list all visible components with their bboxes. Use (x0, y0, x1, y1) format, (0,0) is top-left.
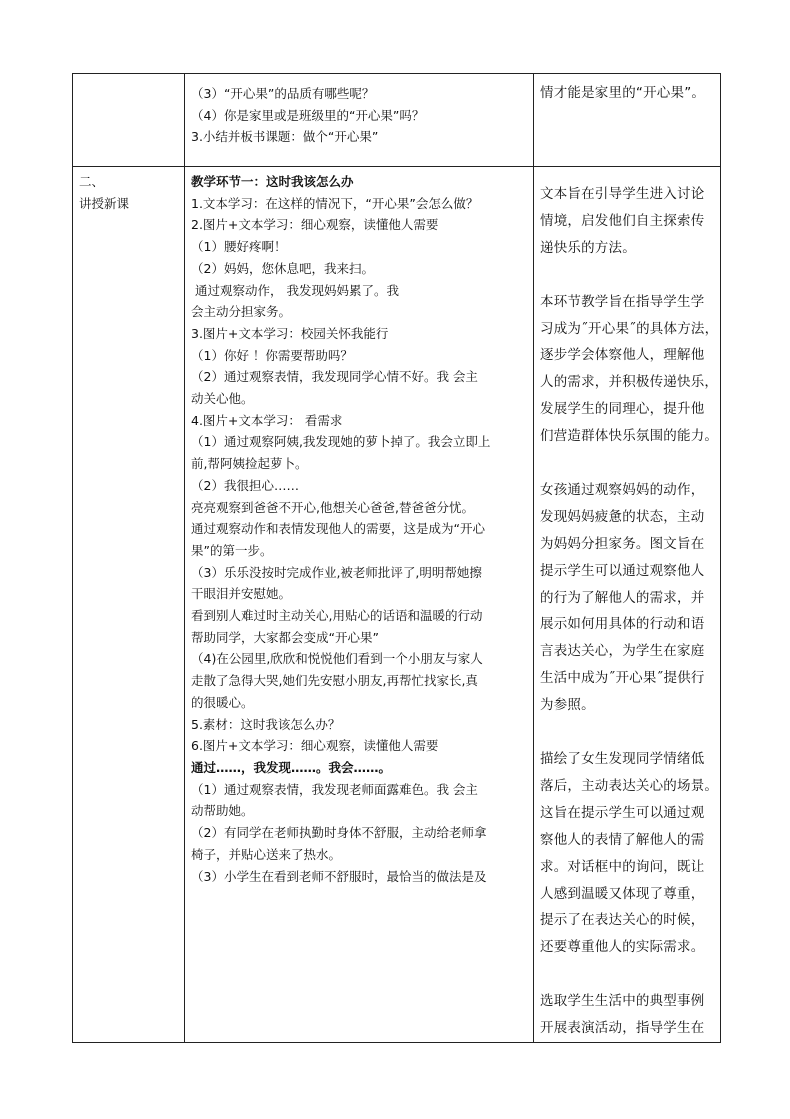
section-heading: 教学环节一：这时我该怎么办 (191, 174, 354, 189)
content-line: （1）腰好疼啊！ (191, 239, 287, 255)
intent-line: 递快乐的方法。 (540, 239, 636, 256)
intent-line: 们营造群体快乐氛围的能力。 (540, 428, 719, 445)
intent-line: 发现妈妈疲惫的状态，主动 (540, 508, 705, 525)
intent-spacer (534, 961, 720, 988)
content-line: 4.图片+文本学习： 看需求 (191, 412, 343, 428)
content-line: 看到别人难过时主动关心,用贴心的话语和温暖的行动 (191, 608, 483, 624)
intent-spacer (534, 450, 720, 477)
content-line: 6.图片+文本学习：细心观察，读懂他人需要 (191, 738, 439, 754)
content-line: 亮亮观察到爸爸不开心,他想关心爸爸,替爸爸分忧。 (191, 499, 474, 515)
content-line: 会主动分担家务。 (191, 304, 292, 320)
table-row (73, 74, 721, 167)
content-line: 干眼泪并安慰她。 (191, 586, 292, 602)
intent-line: 人感到温暖又体现了尊重， (540, 885, 705, 902)
content-line: 果”的第一步。 (191, 542, 273, 558)
intent-line: 习成为˝开心果˝的具体方法， (540, 320, 719, 337)
content-line: （3）“开心果”的品质有哪些呢？ (191, 86, 375, 101)
stage-number: 二、 (79, 174, 105, 189)
intent-line: 描绘了女生发现同学情绪低 (540, 750, 705, 767)
intent-line: 这旨在提示学生可以通过观 (540, 804, 705, 821)
content-line: 3.小结并板书课题：做个“开心果” (191, 129, 379, 145)
intent-line: 情境，启发他们自主探索传 (540, 212, 705, 229)
table-row (73, 167, 721, 1043)
intent-line: 逐步学会体察他人，理解他 (540, 347, 705, 364)
content-line: 椅子，并贴心送来了热水。 (191, 846, 342, 862)
intent-line: 情才能是家里的“开心果”。 (540, 85, 706, 101)
stage-title: 讲授新课 (79, 195, 130, 211)
intent-line: 还要尊重他人的实际需求。 (540, 939, 705, 956)
content-line: 帮助同学，大家都会变成“开心果” (191, 629, 379, 645)
intent-line: 发展学生的同理心，提升他 (540, 401, 705, 418)
content-line: 3.图片+文本学习：校园关怀我能行 (191, 325, 389, 341)
intent-line: 为妈妈分担家务。图文旨在 (540, 535, 705, 552)
intent-line: 落后，主动表达关心的场景。 (540, 777, 719, 794)
lesson-plan-table (72, 73, 721, 1043)
content-line: 的很暖心。 (191, 694, 254, 710)
content-line: 通过观察动作， 我发现妈妈累了。我 (195, 282, 399, 298)
content-line: （4)在公园里,欣欣和悦悦他们看到一个小朋友与家人 (191, 651, 483, 667)
content-line: （2）通过观察表情，我发现同学心情不好。我 会主 (191, 369, 478, 385)
intent-line: 的行为了解他人的需求，并 (540, 589, 705, 606)
content-line: 5.素材：这时我该怎么办？ (191, 716, 341, 732)
content-line: （2）有同学在老师执勤时身体不舒服，主动给老师拿 (191, 825, 487, 841)
content-line: （3）小学生在看到老师不舒服时，最恰当的做法是及 (191, 868, 487, 884)
content-line: （1）通过观察表情，我发现老师面露难色。我 会主 (191, 781, 478, 797)
content-line: 动帮助她。 (191, 803, 254, 819)
intent-cell (534, 74, 721, 167)
content-line: 2.图片+文本学习：细心观察，读懂他人需要 (191, 217, 439, 233)
stage-cell (73, 74, 185, 167)
content-line: （2）妈妈，您休息吧，我来扫。 (191, 260, 374, 276)
intent-spacer (534, 719, 720, 746)
content-cell (185, 74, 534, 167)
content-line: 走散了急得大哭,她们先安慰小朋友,再帮忙找家长,真 (191, 673, 478, 689)
intent-line: 展示如何用具体的行动和语 (540, 616, 705, 633)
content-line: （2）我很担心…… (191, 477, 299, 493)
intent-line: 人的需求，并积极传递快乐， (540, 374, 719, 391)
intent-cell (534, 167, 721, 1043)
intent-line: 文本旨在引导学生进入讨论 (540, 186, 705, 202)
content-line: 前,帮阿姨捡起萝卜。 (191, 456, 308, 472)
intent-line: 女孩通过观察妈妈的动作， (540, 481, 705, 498)
intent-line: 选取学生生活中的典型事例 (540, 993, 705, 1010)
intent-line: 求。对话框中的询问，既让 (540, 858, 705, 875)
intent-line: 言表达关心，为学生在家庭 (540, 643, 705, 660)
intent-line: 本环节教学旨在指导学生学 (540, 293, 705, 310)
intent-line: 生活中成为˝开心果˝提供行 (540, 670, 705, 687)
content-line: 通过观察动作和表情发现他人的需要，这是成为“开心 (191, 521, 485, 537)
intent-line: 开展表演活动，指导学生在 (540, 1020, 705, 1037)
intent-line: 察他人的表情了解他人的需 (540, 831, 705, 848)
content-cell (185, 167, 534, 1043)
content-line: （3）乐乐没按时完成作业,被老师批评了,明明帮她擦 (191, 564, 482, 580)
intent-line: 提示了在表达关心的时候， (540, 912, 705, 929)
intent-line: 提示学生可以通过观察他人 (540, 562, 705, 579)
content-line: （1）你好 ！你需要帮助吗？ (191, 347, 353, 363)
sentence-pattern: 通过……，我发现……。我会……。 (191, 759, 392, 775)
content-line: 动关心他。 (191, 391, 254, 407)
content-line: （4）你是家里或是班级里的“开心果”吗？ (191, 107, 425, 123)
stage-cell (73, 167, 185, 1043)
content-line: （1）通过观察阿姨,我发现她的萝卜掉了。我会立即上 (191, 434, 491, 450)
intent-line: 为参照。 (540, 697, 595, 714)
intent-spacer (534, 262, 720, 289)
content-line: 1.文本学习：在这样的情况下，“开心果”会怎么做？ (191, 195, 479, 211)
